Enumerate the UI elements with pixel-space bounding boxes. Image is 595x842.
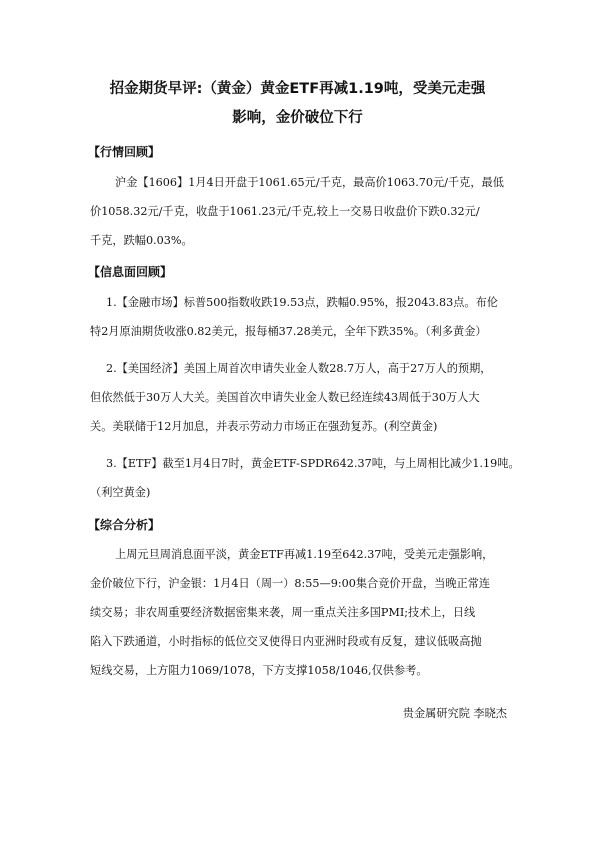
news-item-2-line-3: 关。美联储于12月加息，并表示劳动力市场正在强劲复苏。(利空黄金) xyxy=(90,420,438,433)
section-heading-analysis: 【综合分析】 xyxy=(88,518,161,532)
news-item-1-line-1: 1.【金融市场】标普500指数收跌19.53点，跌幅0.95%，报2043.83点。布伦 xyxy=(106,296,498,309)
analysis-line-2: 金价破位下行，沪金银：1月4日（周一）8:55—9:00集合竞价开盘，当晚正常连 xyxy=(90,577,491,590)
market-review-line-3: 千克，跌幅0.03%。 xyxy=(90,234,193,247)
news-item-2-line-1: 2.【美国经济】美国上周首次申请失业金人数28.7万人，高于27万人的预期， xyxy=(106,362,492,375)
market-review-line-1: 沪金【1606】1月4日开盘于1061.65元/千克，最高价1063.70元/千克，最低 xyxy=(115,176,504,189)
section-heading-news-review: 【信息面回顾】 xyxy=(88,265,173,279)
document-title-line-1: 招金期货早评:（黄金）黄金ETF再减1.19吨，受美元走强 xyxy=(109,81,486,97)
news-item-2-line-2: 但依然低于30万人大关。美国首次申请失业金人数已经连续43周低于30万人大 xyxy=(90,391,480,404)
news-item-3-line-2: （利空黄金) xyxy=(90,486,151,499)
section-heading-market-review: 【行情回顾】 xyxy=(88,145,161,159)
analysis-line-5: 短线交易，上方阻力1069/1078，下方支撑1058/1046,仅供参考。 xyxy=(90,664,428,677)
analysis-line-1: 上周元旦周消息面平淡，黄金ETF再减1.19至642.37吨，受美元走强影响， xyxy=(115,548,494,561)
signature: 贵金属研究院 李晓杰 xyxy=(402,707,507,720)
news-item-1-line-2: 特2月原油期货收涨0.82美元，报每桶37.28美元，全年下跌35%。（利多黄金） xyxy=(90,325,487,338)
news-item-3-line-1: 3.【ETF】截至1月4日7时，黄金ETF-SPDR642.37吨，与上周相比减少1.19吨。 xyxy=(106,457,520,470)
document-title-line-2: 影响，金价破位下行 xyxy=(232,110,363,126)
analysis-line-3: 续交易；非农周重要经济数据密集来袭，周一重点关注多国PMI;技术上，日线 xyxy=(90,606,476,619)
analysis-line-4: 陷入下跌通道，小时指标的低位交叉使得日内亚洲时段或有反复，建议低吸高抛 xyxy=(90,635,482,648)
market-review-line-2: 价1058.32元/千克，收盘于1061.23元/千克,较上一交易日收盘价下跌0.32元/ xyxy=(90,205,480,218)
